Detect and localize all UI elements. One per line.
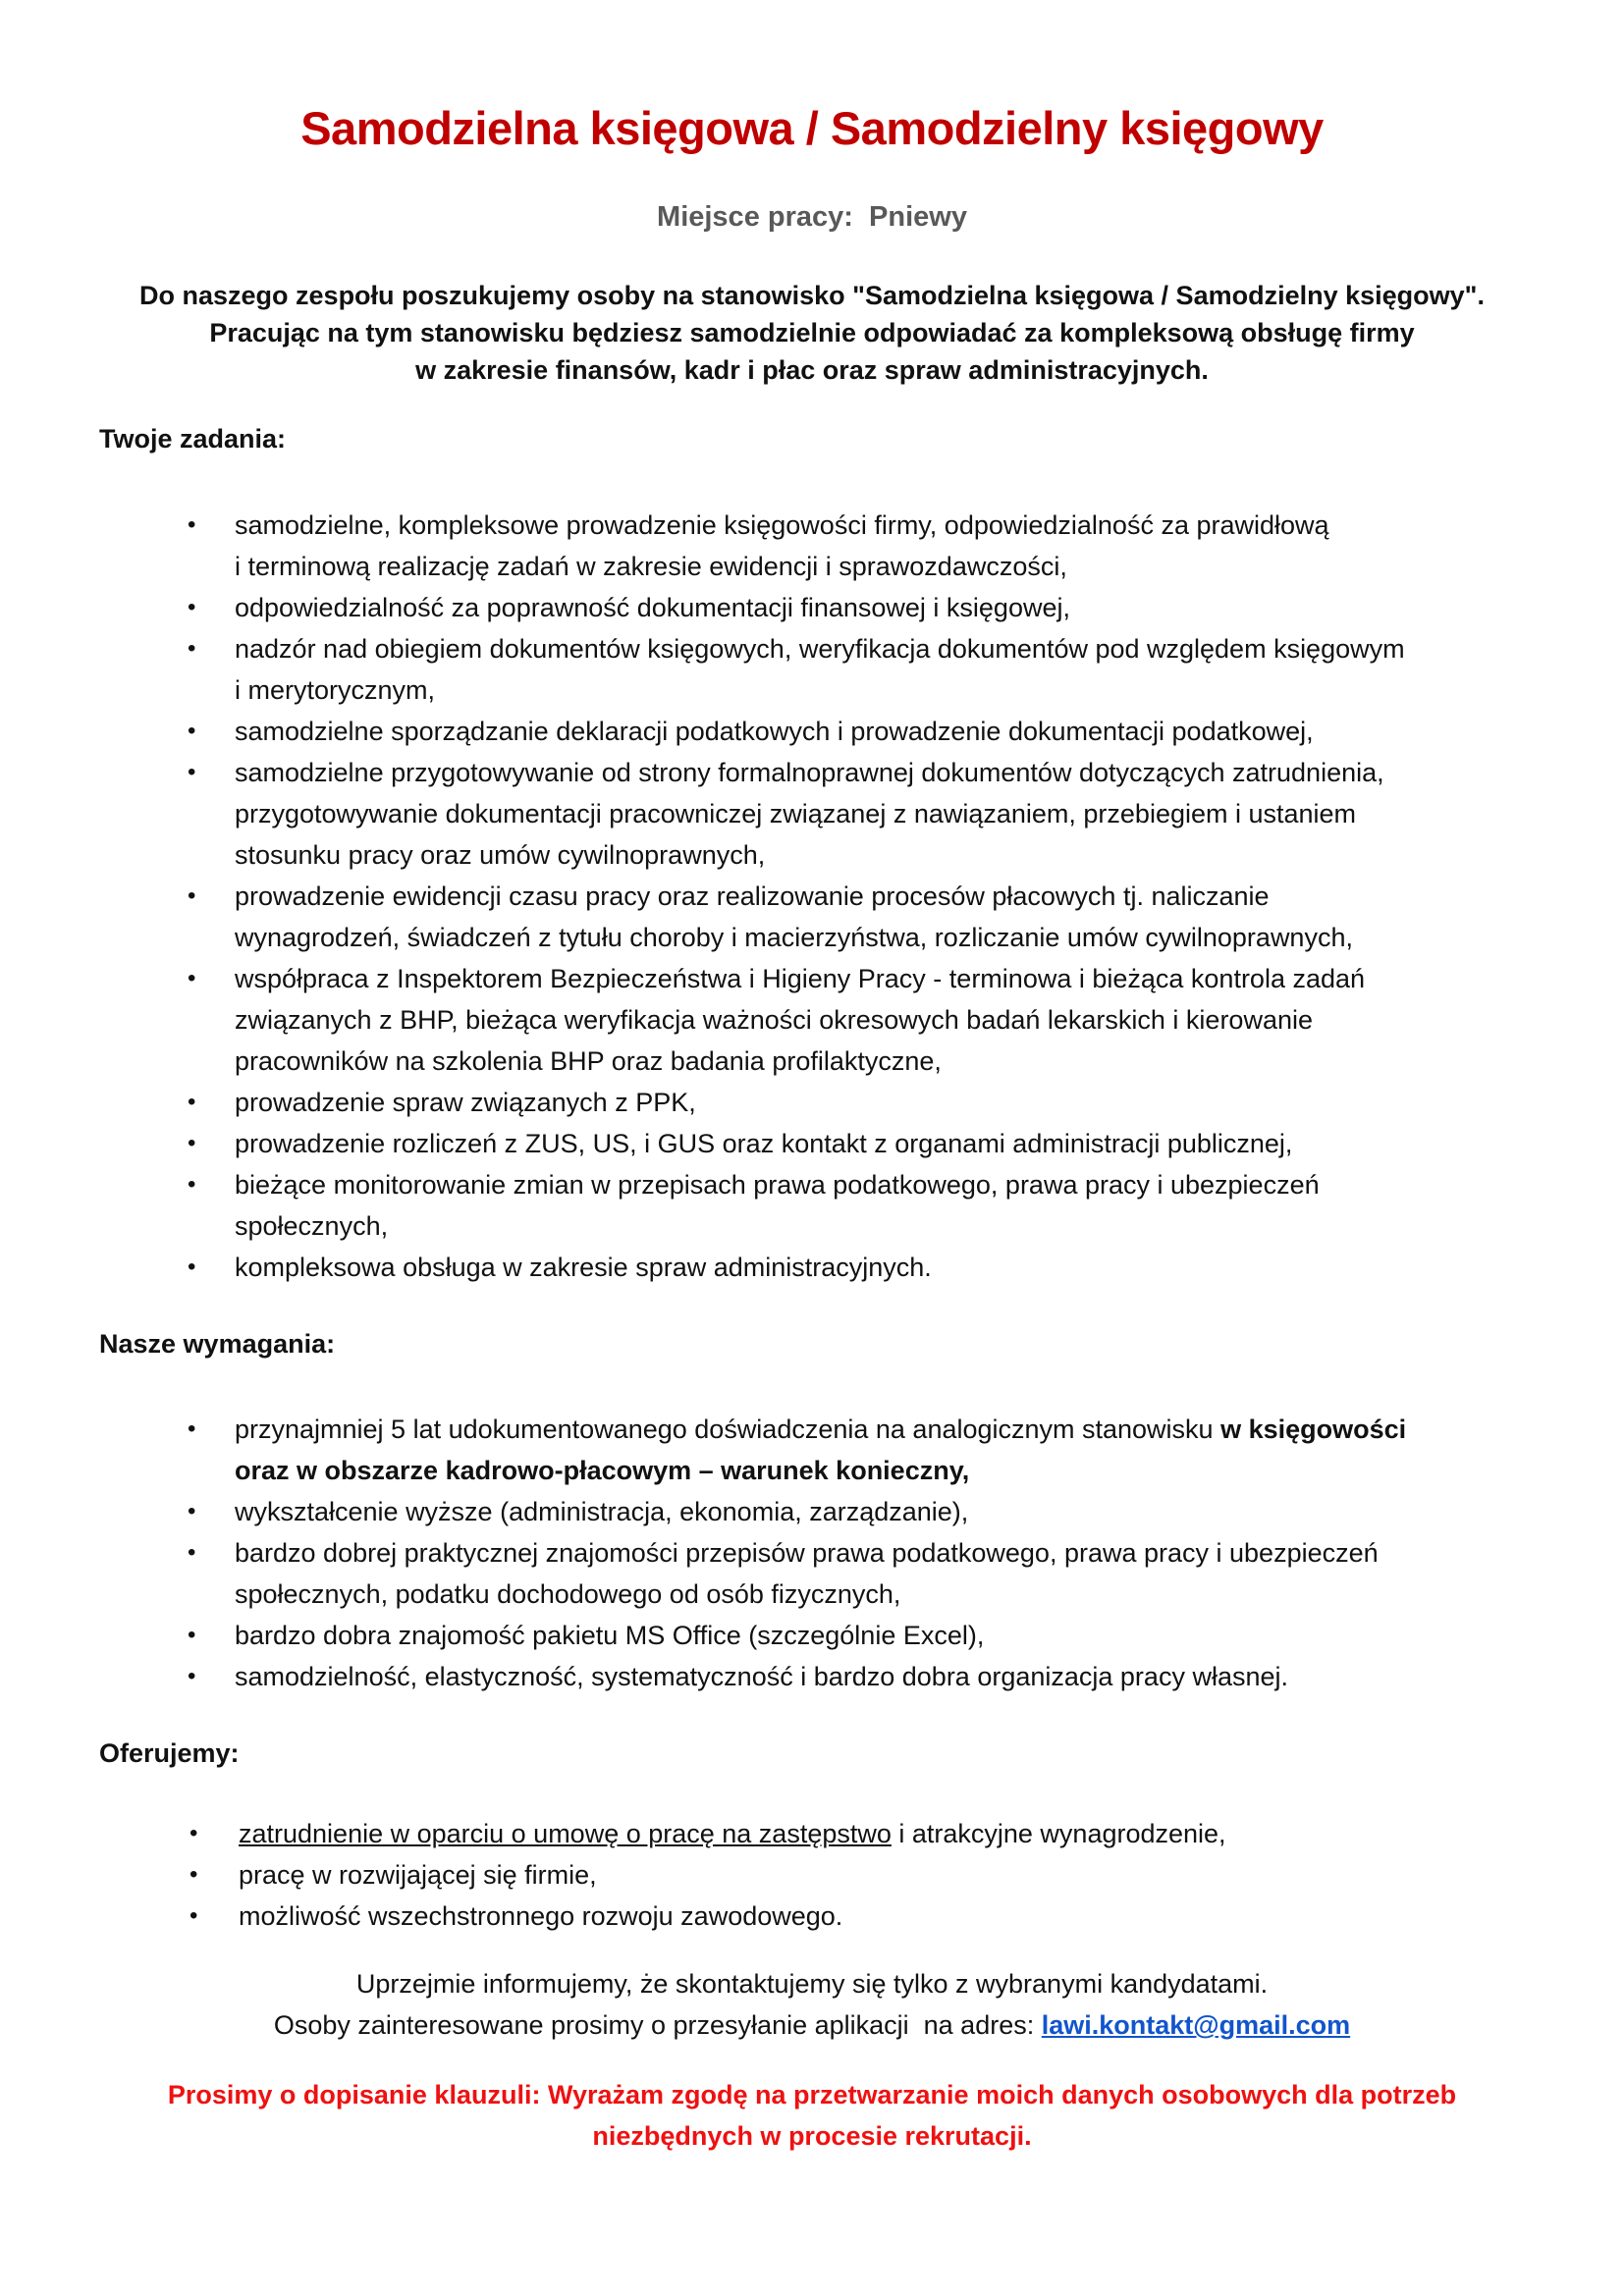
offers-list	[189, 1813, 1515, 1937]
bullet-icon: •	[189, 1902, 198, 1929]
list-item: • przynajmniej 5 lat udokumentowanego doświadczenia na analogicznym stanowisku w księgowości oraz w obszarze kadrowo-płacowym – warunek konieczny,	[235, 1409, 1590, 1491]
list-item: • prowadzenie ewidencji czasu pracy oraz realizowanie procesów płacowych tj. naliczanie wynagrodzeń, świadczeń z tytułu choroby i macierzyństwa, rozliczanie umów cywilnoprawnych,	[235, 876, 1590, 958]
consent-clause	[59, 2074, 1565, 2157]
tasks-heading: Twoje zadania:	[99, 424, 287, 454]
bullet-icon: •	[188, 635, 196, 662]
bullet-icon: •	[188, 718, 196, 744]
list-item: • bardzo dobrej praktycznej znajomości przepisów prawa podatkowego, prawa pracy i ubezpieczeń społecznych, podatku dochodowego od osób fizycznych,	[235, 1532, 1590, 1615]
bullet-icon: •	[188, 882, 196, 909]
bullet-icon: •	[188, 1171, 196, 1198]
list-item: • możliwość wszechstronnego rozwoju zawodowego.	[239, 1896, 1515, 1937]
contract-type: zatrudnienie w oparciu o umowę o pracę na zastępstwo	[239, 1819, 892, 1848]
list-item: • samodzielne przygotowywanie od strony formalnoprawnej dokumentów dotyczących zatrudnienia, przygotowywanie dokumentacji pracowniczej związanej z nawiązaniem, przebiegiem i ustaniem stosunku pracy oraz umów cywilnoprawnych,	[235, 752, 1590, 876]
list-item: • bieżące monitorowanie zmian w przepisach prawa podatkowego, prawa pracy i ubezpieczeń społecznych,	[235, 1164, 1590, 1247]
email-link[interactable]: lawi.kontakt@gmail.com	[1041, 2010, 1351, 2040]
page-title: Samodzielna księgowa / Samodzielny księgowy	[300, 102, 1324, 154]
list-item: • odpowiedzialność za poprawność dokumentacji finansowej i księgowej,	[235, 587, 1590, 628]
list-item: • prowadzenie spraw związanych z PPK,	[235, 1082, 1590, 1123]
bullet-icon: •	[188, 759, 196, 785]
list-item: • prowadzenie rozliczeń z ZUS, US, i GUS oraz kontakt z organami administracji publicznej,	[235, 1123, 1590, 1164]
list-item: • kompleksowa obsługa w zakresie spraw administracyjnych.	[235, 1247, 1590, 1288]
bullet-icon: •	[188, 1254, 196, 1280]
list-item: • nadzór nad obiegiem dokumentów księgowych, weryfikacja dokumentów pod względem księgowym i merytorycznym,	[235, 628, 1590, 711]
bullet-icon: •	[188, 594, 196, 620]
intro-line: w zakresie finansów, kadr i płac oraz spraw administracyjnych.	[415, 355, 1209, 385]
consent-line: Prosimy o dopisanie klauzuli: Wyrażam zgodę na przetwarzanie moich danych osobowych dla potrzeb	[167, 2080, 1457, 2109]
bullet-icon: •	[188, 1539, 196, 1566]
requirements-list	[188, 1409, 1590, 1697]
intro-line: Do naszego zespołu poszukujemy osoby na stanowisko "Samodzielna księgowa / Samodzielny księgowy".	[139, 281, 1485, 310]
closing-line: Osoby zainteresowane prosimy o przesyłanie aplikacji na adres: lawi.kontakt@gmail.com	[273, 2010, 1351, 2040]
list-item: • samodzielne, kompleksowe prowadzenie księgowości firmy, odpowiedzialność za prawidłową i terminową realizację zadań w zakresie ewidencji i sprawozdawczości,	[235, 505, 1590, 587]
bullet-icon: •	[188, 1130, 196, 1156]
bullet-icon: •	[188, 1089, 196, 1115]
list-item: • wykształcenie wyższe (administracja, ekonomia, zarządzanie),	[235, 1491, 1590, 1532]
tasks-list	[188, 505, 1590, 1288]
bullet-icon: •	[189, 1861, 198, 1888]
list-item: • zatrudnienie w oparciu o umowę o pracę na zastępstwo i atrakcyjne wynagrodzenie,	[239, 1813, 1515, 1854]
bullet-icon: •	[188, 965, 196, 991]
bullet-icon: •	[188, 1663, 196, 1689]
bullet-icon: •	[188, 1415, 196, 1442]
bullet-icon: •	[188, 511, 196, 538]
intro-line: Pracując na tym stanowisku będziesz samodzielnie odpowiadać za kompleksową obsługę firmy	[209, 318, 1415, 347]
list-item: • współpraca z Inspektorem Bezpieczeństwa i Higieny Pracy - terminowa i bieżąca kontrola zadań związanych z BHP, bieżąca weryfikacja ważności okresowych badań lekarskich i kierowanie pracowników na szkolenia BHP oraz badania profilaktyczne,	[235, 958, 1590, 1082]
offers-heading: Oferujemy:	[99, 1738, 240, 1768]
closing-line: Uprzejmie informujemy, że skontaktujemy się tylko z wybranymi kandydatami.	[355, 1969, 1269, 1999]
requirements-heading: Nasze wymagania:	[99, 1329, 336, 1359]
list-item: • pracę w rozwijającej się firmie,	[239, 1854, 1515, 1896]
consent-line: niezbędnych w procesie rekrutacji.	[592, 2121, 1032, 2151]
list-item: • samodzielne sporządzanie deklaracji podatkowych i prowadzenie dokumentacji podatkowej,	[235, 711, 1590, 752]
work-location: Miejsce pracy: Pniewy	[657, 201, 967, 233]
list-item: • bardzo dobra znajomość pakietu MS Office (szczególnie Excel),	[235, 1615, 1590, 1656]
bullet-icon: •	[188, 1498, 196, 1524]
closing-note	[0, 1963, 1624, 2046]
bullet-icon: •	[189, 1820, 198, 1846]
intro-paragraph	[59, 277, 1565, 389]
list-item: • samodzielność, elastyczność, systematyczność i bardzo dobra organizacja pracy własnej.	[235, 1656, 1590, 1697]
bullet-icon: •	[188, 1622, 196, 1648]
